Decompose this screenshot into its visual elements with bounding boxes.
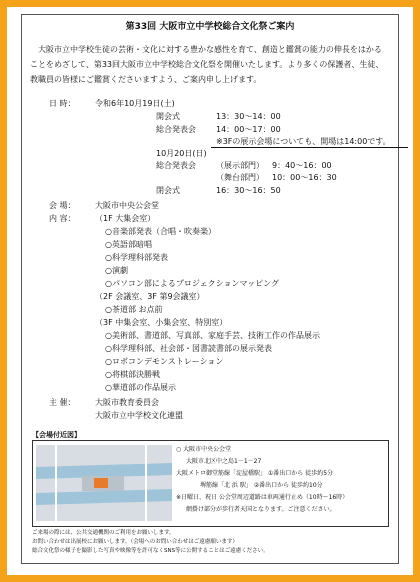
group2-item: ○茶道部 お点前 xyxy=(105,305,163,314)
day2-exhibit-sub: （展示部門） xyxy=(216,161,264,170)
group1-item: ○科学理科部発表 xyxy=(105,253,168,262)
group3-item: ○ロボコンデモンストレーション xyxy=(105,357,224,366)
group1-heading: （1F 大集会室） xyxy=(95,214,156,223)
schedule-label: 日 時： xyxy=(49,99,76,108)
day2-stage-time: 10：00～16：30 xyxy=(272,173,337,182)
day1-main-time: 14：00～17：00 xyxy=(216,125,281,134)
intro-paragraph: 大阪市立中学校生徒の芸術・文化に対する豊かな感性を育て、創造と鑑賞の能力の伸長をはかることをめざして、第33回大阪市立中学校総合文化祭を開催いたします。より多くの保護者、生徒、教職員の皆様にご鑑賞くださいますよう、ご案内申し上げます。 xyxy=(30,45,384,84)
note-underline xyxy=(211,147,408,148)
group1-item: ○英語部暗唱 xyxy=(105,240,152,249)
document-page xyxy=(21,14,399,564)
day2-stage-sub: （舞台部門） xyxy=(216,173,264,182)
footer-line: お問い合わせは出展校にお願いします。（会場へのお問い合わせはご遠慮願います） xyxy=(32,539,238,545)
venue-value: 大阪市中央公会堂 xyxy=(95,201,159,210)
day1-opening-time: 13：30～14：00 xyxy=(216,112,281,121)
document-title: 第33回 大阪市立中学校総合文化祭ご案内 xyxy=(125,22,295,32)
host-value: 大阪市教育委員会 xyxy=(95,398,159,407)
venue-marker xyxy=(94,478,108,488)
day1-main-name: 総合発表会 xyxy=(156,125,196,134)
group3-item: ○華道部の作品展示 xyxy=(105,383,176,392)
group1-item: ○演劇 xyxy=(105,266,128,275)
group3-item: ○美術部、書道部、写真部、家庭手芸、技術工作の作品展示 xyxy=(105,331,320,340)
group1-item: ○パソコン部によるプロジェクションマッピング xyxy=(105,279,280,288)
day1-note: ※3Fの展示会場についても、開場は14:00です。 xyxy=(216,137,391,146)
day2-main-name: 総合発表会 xyxy=(156,161,196,170)
group2-heading: （2F 会議室、3F 第9会議室） xyxy=(95,292,205,301)
footer-line: 総合文化祭の様子を撮影した写真や映像等を許可なくSNS等に公開することはご遠慮ください。 xyxy=(32,548,269,554)
day1-opening-name: 開会式 xyxy=(156,112,180,121)
map-access: 大阪メトロ御堂筋線「淀屋橋駅」 ①番出口から 徒歩約5分 xyxy=(176,470,334,477)
map-address: 大阪市北区中之島1－1－27 xyxy=(186,458,262,465)
group3-item: ○科学理科部、社会部・図書読書部の展示発表 xyxy=(105,344,272,353)
venue-label: 会 場： xyxy=(49,201,76,210)
map-note: 網掛け部分が歩行者天国となります。ご注意ください。 xyxy=(186,506,336,513)
day1-date: 令和6年10月19日(土) xyxy=(95,99,175,108)
day2-exhibit-time: 9：40～16：00 xyxy=(272,161,332,170)
day2-closing-time: 16：30～16：50 xyxy=(216,186,281,195)
map-venue-name: ○ 大阪市中央公会堂 xyxy=(176,446,232,453)
footer-line: ご来場の際には、公共交通機関のご利用をお願いします。 xyxy=(32,530,175,536)
host-label: 主 催： xyxy=(49,398,76,407)
group3-heading: （3F 中集会室、小集会室、特別室） xyxy=(95,318,228,327)
map-access: 堺筋線「北 浜 駅」 ②番出口から 徒歩約10分 xyxy=(200,482,323,489)
map-title: 【会場付近図】 xyxy=(32,431,81,439)
content-label: 内 容： xyxy=(49,214,76,223)
day2-closing-name: 閉会式 xyxy=(156,186,180,195)
day2-date: 10月20日(日) xyxy=(156,149,207,158)
venue-map xyxy=(36,445,172,521)
group1-item: ○音楽部発表（合唱・吹奏楽） xyxy=(105,227,216,236)
host-value: 大阪市立中学校文化連盟 xyxy=(95,411,183,420)
map-note: ※日曜日、祝日 公会堂周辺道路は車両通行止め（10時～16時） xyxy=(176,494,349,501)
group3-item: ○将棋部決勝戦 xyxy=(105,370,160,379)
